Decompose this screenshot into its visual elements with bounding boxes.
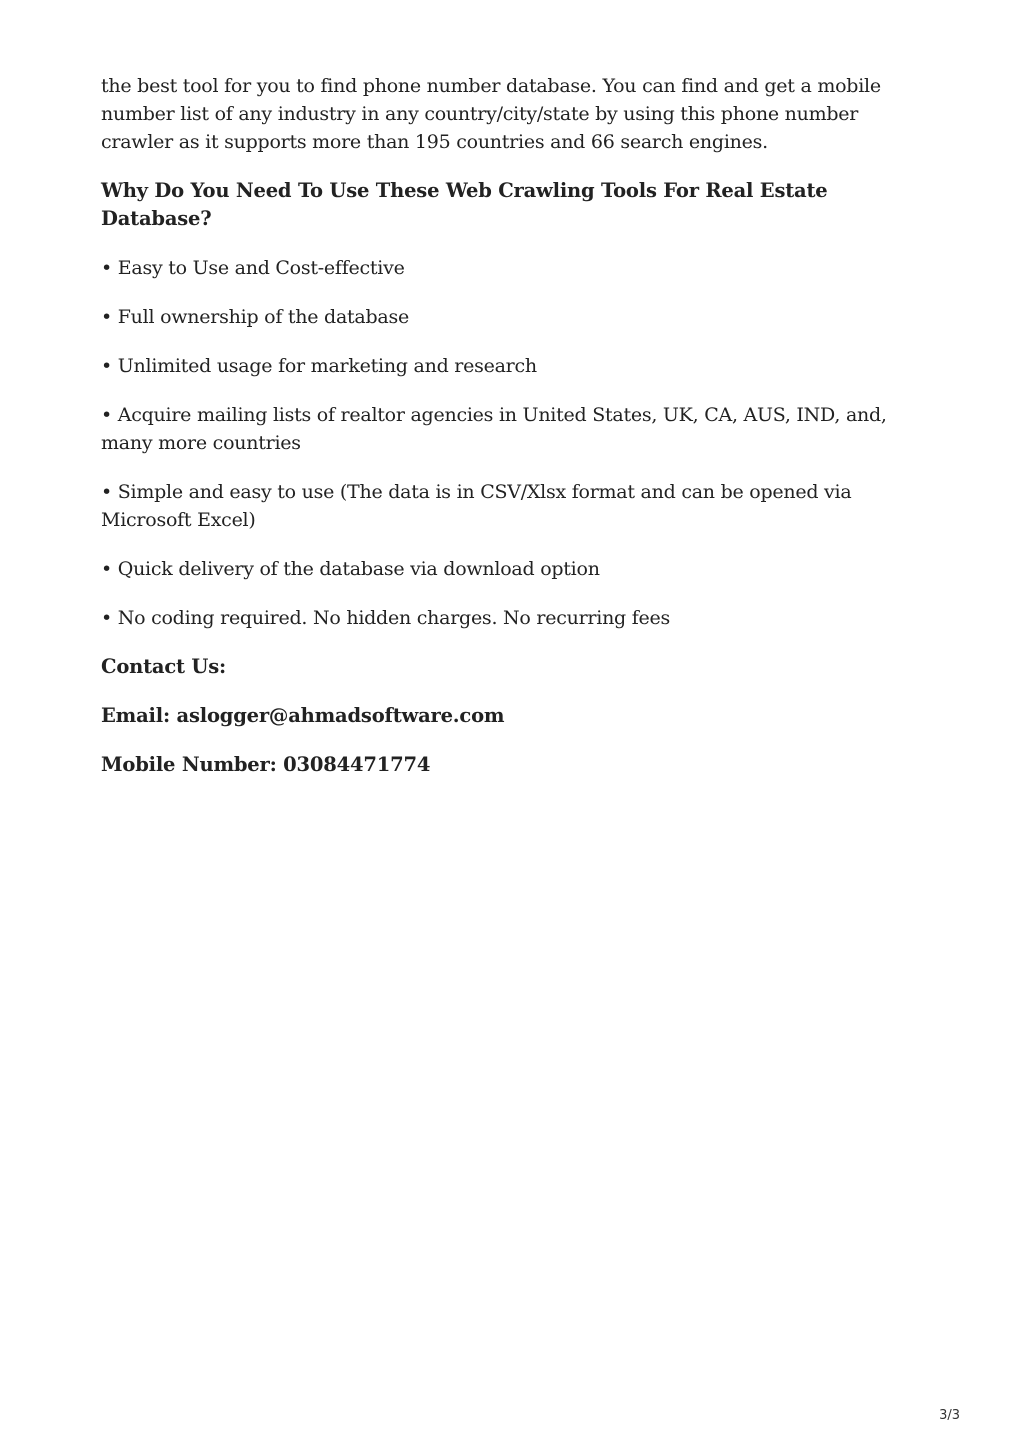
- page-number: 3/3: [939, 1408, 960, 1423]
- document-page: [101, 72, 921, 800]
- section-heading: Why Do You Need To Use These Web Crawling Tools For Real Estate Database?: [101, 179, 828, 230]
- bullet-item: • Quick delivery of the database via download option: [101, 558, 600, 580]
- bullet-item: • Full ownership of the database: [101, 306, 409, 328]
- bullet-item: • Unlimited usage for marketing and research: [101, 355, 537, 377]
- contact-email: Email: aslogger@ahmadsoftware.com: [101, 704, 505, 727]
- contact-heading: Contact Us:: [101, 655, 226, 678]
- intro-paragraph: the best tool for you to find phone number database. You can find and get a mobile number list of any industry in any country/city/state by using this phone number crawler as it supports more than 195 countries and 66 search engines.: [101, 75, 881, 153]
- contact-mobile: Mobile Number: 03084471774: [101, 753, 431, 776]
- bullet-item: • Acquire mailing lists of realtor agencies in United States, UK, CA, AUS, IND, and, many more countries: [101, 404, 887, 454]
- bullet-item: • No coding required. No hidden charges. No recurring fees: [101, 607, 671, 629]
- bullet-item: • Easy to Use and Cost-effective: [101, 257, 405, 279]
- bullet-item: • Simple and easy to use (The data is in CSV/Xlsx format and can be opened via Microsoft Excel): [101, 481, 852, 531]
